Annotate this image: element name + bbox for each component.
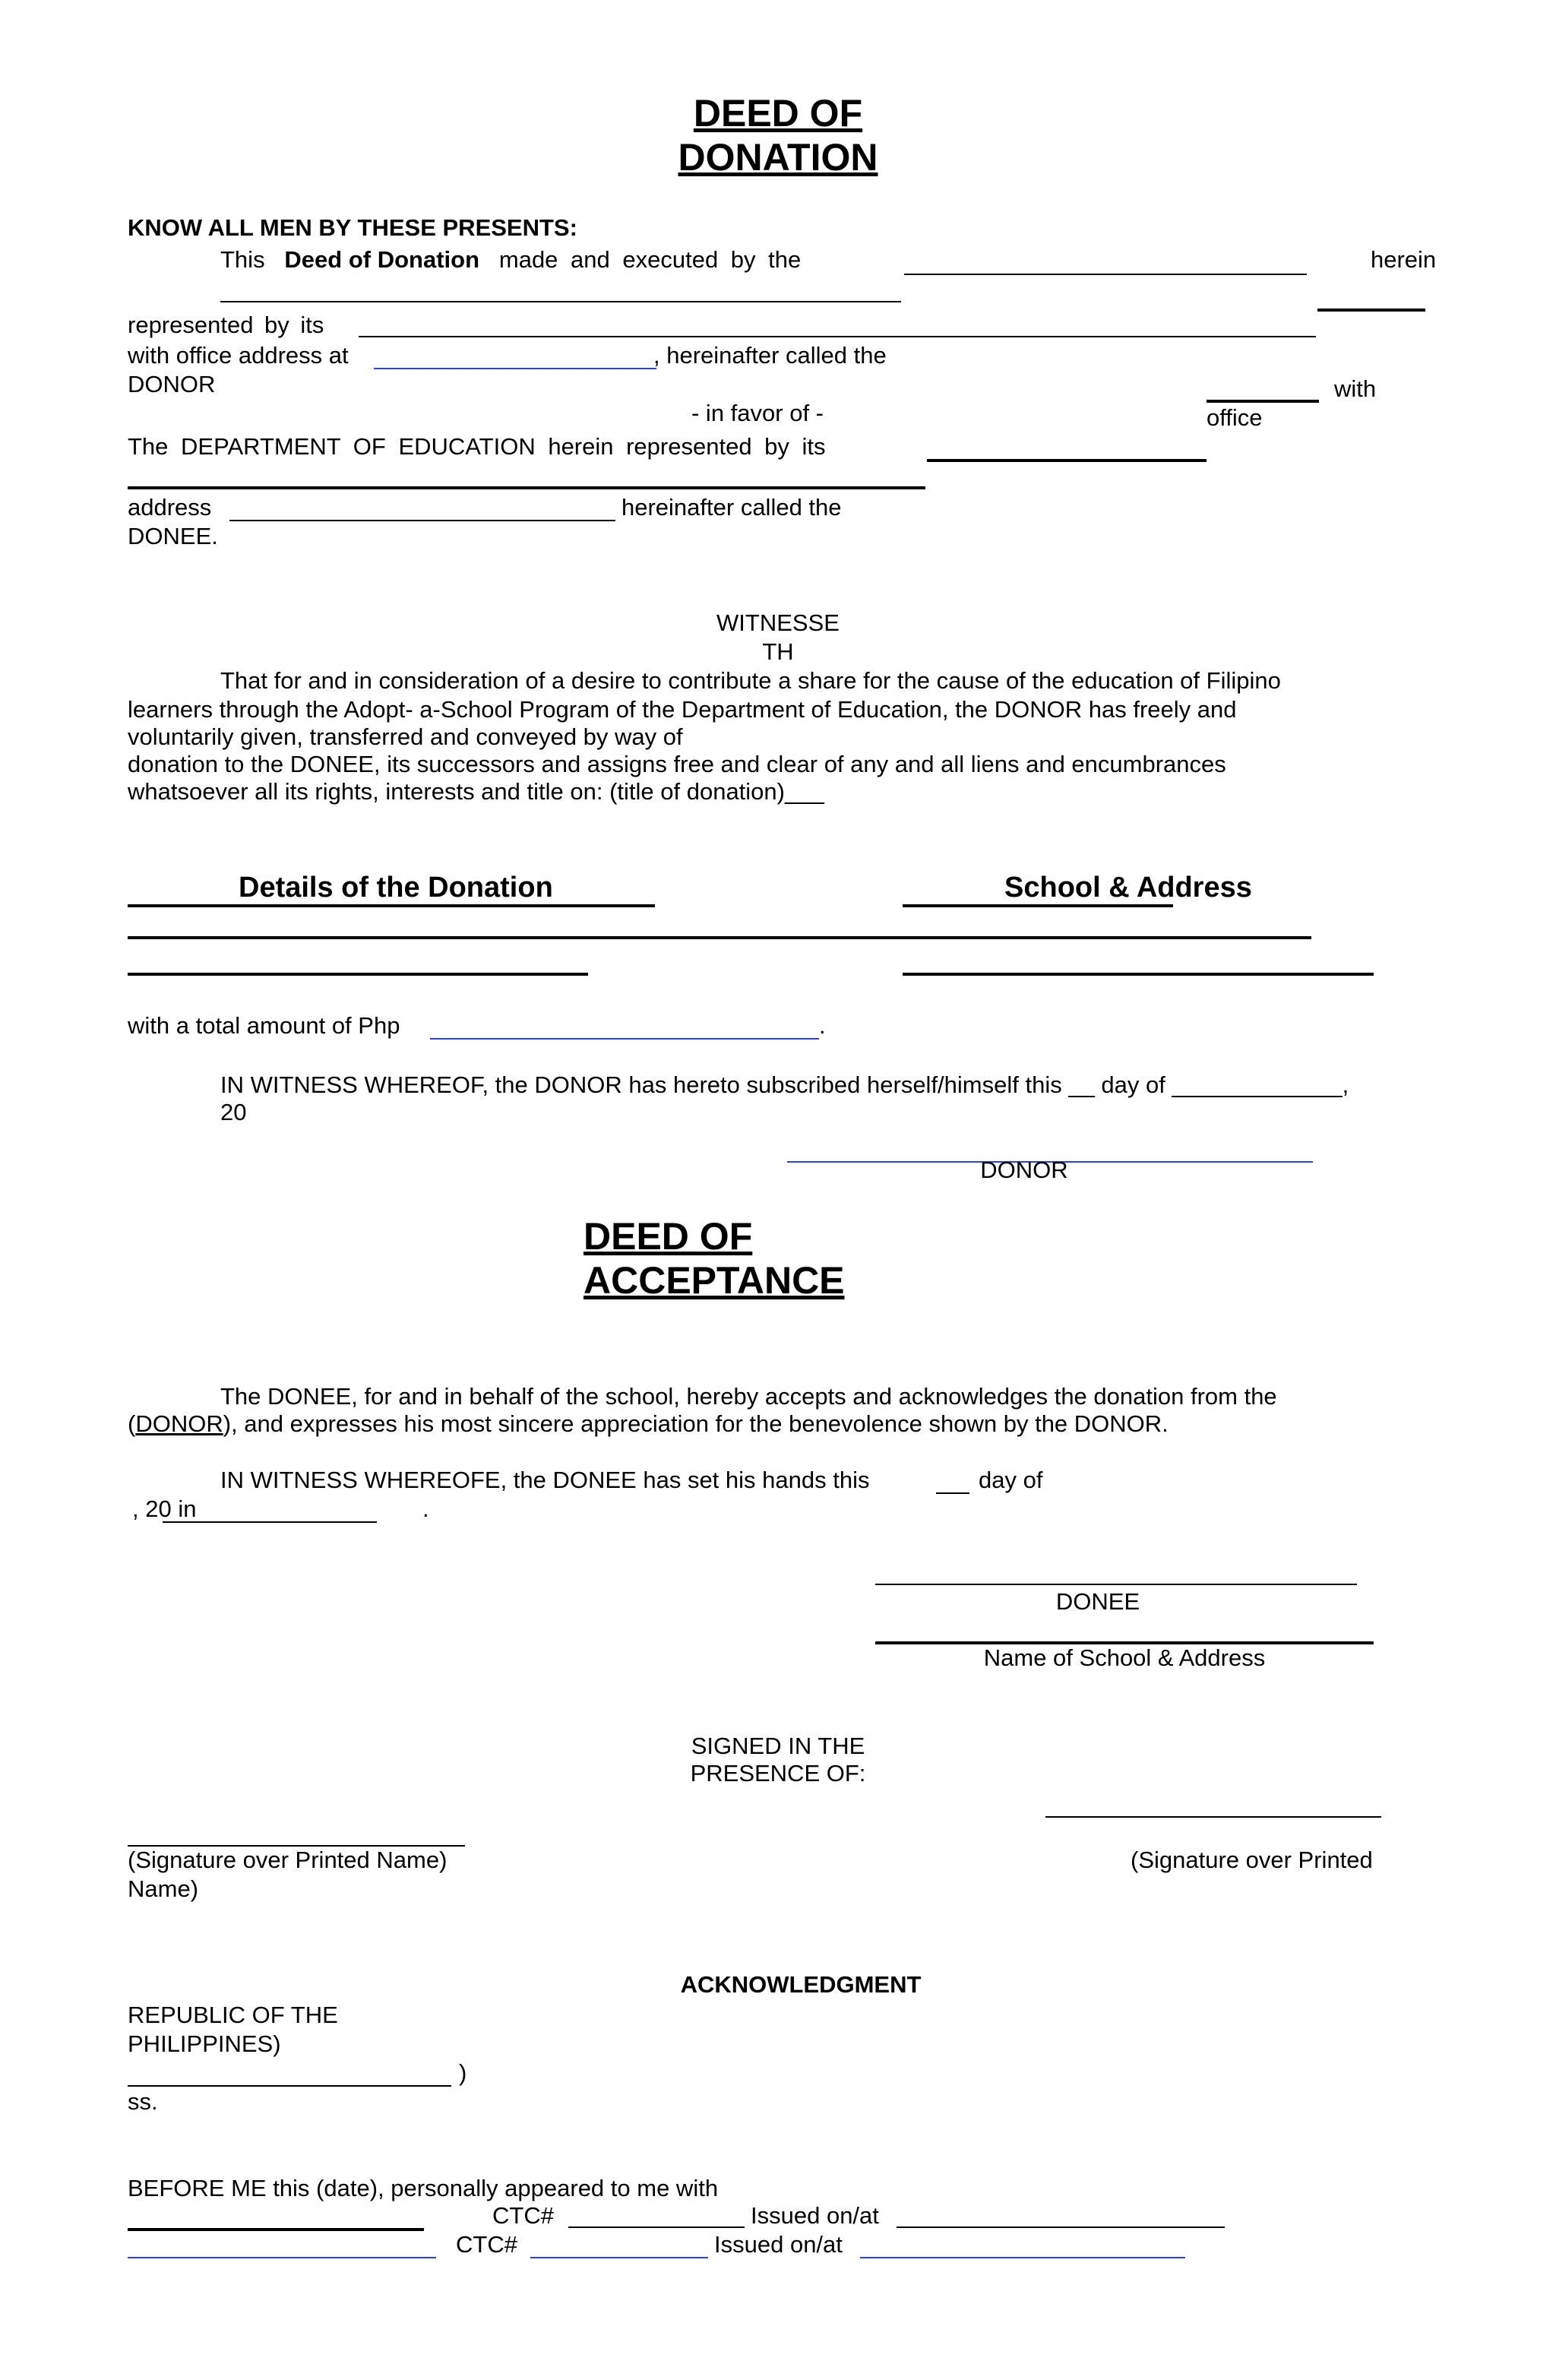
ctc-label-2: CTC# — [456, 2231, 517, 2258]
deped-line: The DEPARTMENT OF EDUCATION herein represented by its — [128, 433, 826, 460]
donee-signature-line[interactable] — [875, 1584, 1357, 1585]
signed-presence-2: PRESENCE OF: — [690, 1760, 866, 1787]
know-all-heading: KNOW ALL MEN BY THESE PRESENTS: — [128, 214, 577, 241]
donee-label: DONEE — [1055, 1588, 1140, 1615]
school-row-line-2[interactable] — [903, 973, 1374, 976]
paren-open: ( — [128, 1410, 136, 1437]
donee-word: DONEE. — [128, 523, 218, 549]
acceptance-day-of: day of — [979, 1467, 1043, 1493]
representative-blank[interactable] — [359, 336, 1316, 337]
sig-printed-right: (Signature over Printed — [1131, 1847, 1373, 1873]
details-row-line-1[interactable] — [128, 936, 1311, 939]
deped-rep-blank-2[interactable] — [128, 486, 925, 489]
republic-line-2: PHILIPPINES) — [128, 2030, 281, 2057]
total-amount-blank[interactable] — [430, 1038, 819, 1040]
with-word: with — [1334, 375, 1377, 402]
signed-presence-1: SIGNED IN THE — [691, 1733, 865, 1759]
before-me-line: BEFORE ME this (date), personally appeared to me with — [128, 2175, 719, 2201]
acceptance-para-line-2 — [128, 1410, 1169, 1438]
acceptance-witness-line: IN WITNESS WHEREOFE, the DONEE has set his hands this — [220, 1467, 870, 1493]
sig-name-left: Name) — [128, 1875, 199, 1902]
issued-label-2: Issued on/at — [714, 2231, 843, 2258]
donor-name-blank[interactable] — [904, 274, 1307, 275]
address-word: address — [128, 494, 212, 521]
para-line-1: That for and in consideration of a desire to contribute a share for the cause of the education of Filipino — [220, 667, 1281, 694]
appeared-name-blank-1[interactable] — [128, 2228, 424, 2231]
hereinafter-donor: , hereinafter called the — [653, 342, 887, 369]
deed-of-donation-bold: Deed of Donation — [284, 246, 480, 273]
para-line-5: whatsoever all its rights, interests and title on: (title of donation)___ — [128, 778, 824, 805]
deed-intro-line — [220, 246, 801, 274]
donor-word: DONOR — [128, 371, 216, 397]
appeared-name-blank-2[interactable] — [128, 2257, 436, 2258]
acceptance-para-line-1: The DONEE, for and in behalf of the school, hereby accepts and acknowledges the donation from the — [220, 1383, 1277, 1410]
hereinafter-donee: hereinafter called the — [621, 494, 842, 521]
issued-label-1: Issued on/at — [751, 2202, 879, 2229]
school-heading: School & Address — [1004, 872, 1252, 904]
witnesseth-2: TH — [762, 638, 794, 665]
ss-label: ss. — [128, 2088, 158, 2115]
acceptance-rest: ), and expresses his most sincere appreciation for the benevolence shown by the DONOR. — [223, 1410, 1169, 1437]
total-amount-label: with a total amount of Php — [128, 1012, 400, 1039]
details-heading-line — [128, 904, 655, 907]
title-deed-of-acceptance: DEED OF — [584, 1215, 753, 1258]
acceptance-year-prefix: , 20 in — [132, 1495, 197, 1522]
with-office-blank[interactable] — [1207, 400, 1319, 403]
witness-whereof-line-1: IN WITNESS WHEREOF, the DONOR has hereto subscribed herself/himself this __ day of _____________, — [220, 1071, 1349, 1098]
republic-line-1: REPUBLIC OF THE — [128, 2002, 338, 2028]
witness-right-signature-line[interactable] — [1045, 1816, 1381, 1818]
donor-name-blank-2[interactable] — [220, 301, 901, 302]
in-favor-of: - in favor of - — [691, 400, 824, 426]
sig-printed-left: (Signature over Printed Name) — [128, 1847, 448, 1873]
para-line-2: learners through the Adopt- a-School Program of the Department of Education, the DONOR has freely and — [128, 696, 1237, 723]
herein-word: herein — [1371, 246, 1437, 273]
venue-paren: ) — [459, 2059, 467, 2086]
school-heading-line — [903, 904, 1173, 907]
donor-signature-label: DONOR — [980, 1157, 1068, 1183]
office-word: office — [1207, 404, 1263, 431]
acknowledgment-title: ACKNOWLEDGMENT — [680, 1971, 922, 1998]
ctc-blank-1[interactable] — [568, 2227, 745, 2228]
details-row-line-2[interactable] — [128, 973, 588, 976]
executed-by: made and executed by the — [498, 246, 802, 273]
donor-underlined: DONOR — [135, 1410, 223, 1437]
acceptance-year-blank[interactable] — [163, 1521, 377, 1523]
details-heading: Details of the Donation — [239, 872, 553, 904]
donee-address-blank[interactable] — [229, 520, 615, 521]
ctc-blank-2[interactable] — [530, 2257, 708, 2258]
issued-blank-2[interactable] — [860, 2257, 1185, 2258]
witness-whereof-line-2: 20 — [220, 1099, 247, 1125]
deped-rep-blank[interactable] — [927, 459, 1207, 462]
title-acceptance: ACCEPTANCE — [584, 1259, 845, 1302]
office-address-label: with office address at — [128, 342, 349, 369]
ctc-label-1: CTC# — [492, 2202, 554, 2229]
venue-blank[interactable] — [128, 2085, 451, 2087]
total-period: . — [819, 1012, 826, 1039]
donor-extra-blank[interactable] — [1317, 309, 1425, 312]
acceptance-day-blank[interactable] — [936, 1492, 969, 1494]
school-address-label: Name of School & Address — [983, 1644, 1266, 1671]
this-prefix: This — [220, 246, 265, 273]
issued-blank-1[interactable] — [897, 2227, 1225, 2228]
office-address-blank[interactable] — [374, 368, 656, 369]
title-donation: DONATION — [678, 136, 878, 179]
para-line-3: voluntarily given, transferred and conveyed by way of — [128, 723, 683, 750]
acceptance-year-period: . — [422, 1495, 429, 1522]
title-deed-of: DEED OF — [693, 92, 863, 135]
witnesseth-1: WITNESSE — [716, 609, 840, 636]
para-line-4: donation to the DONEE, its successors and assigns free and clear of any and all liens and encumbrances — [128, 751, 1226, 777]
represented-by: represented by its — [128, 312, 324, 338]
